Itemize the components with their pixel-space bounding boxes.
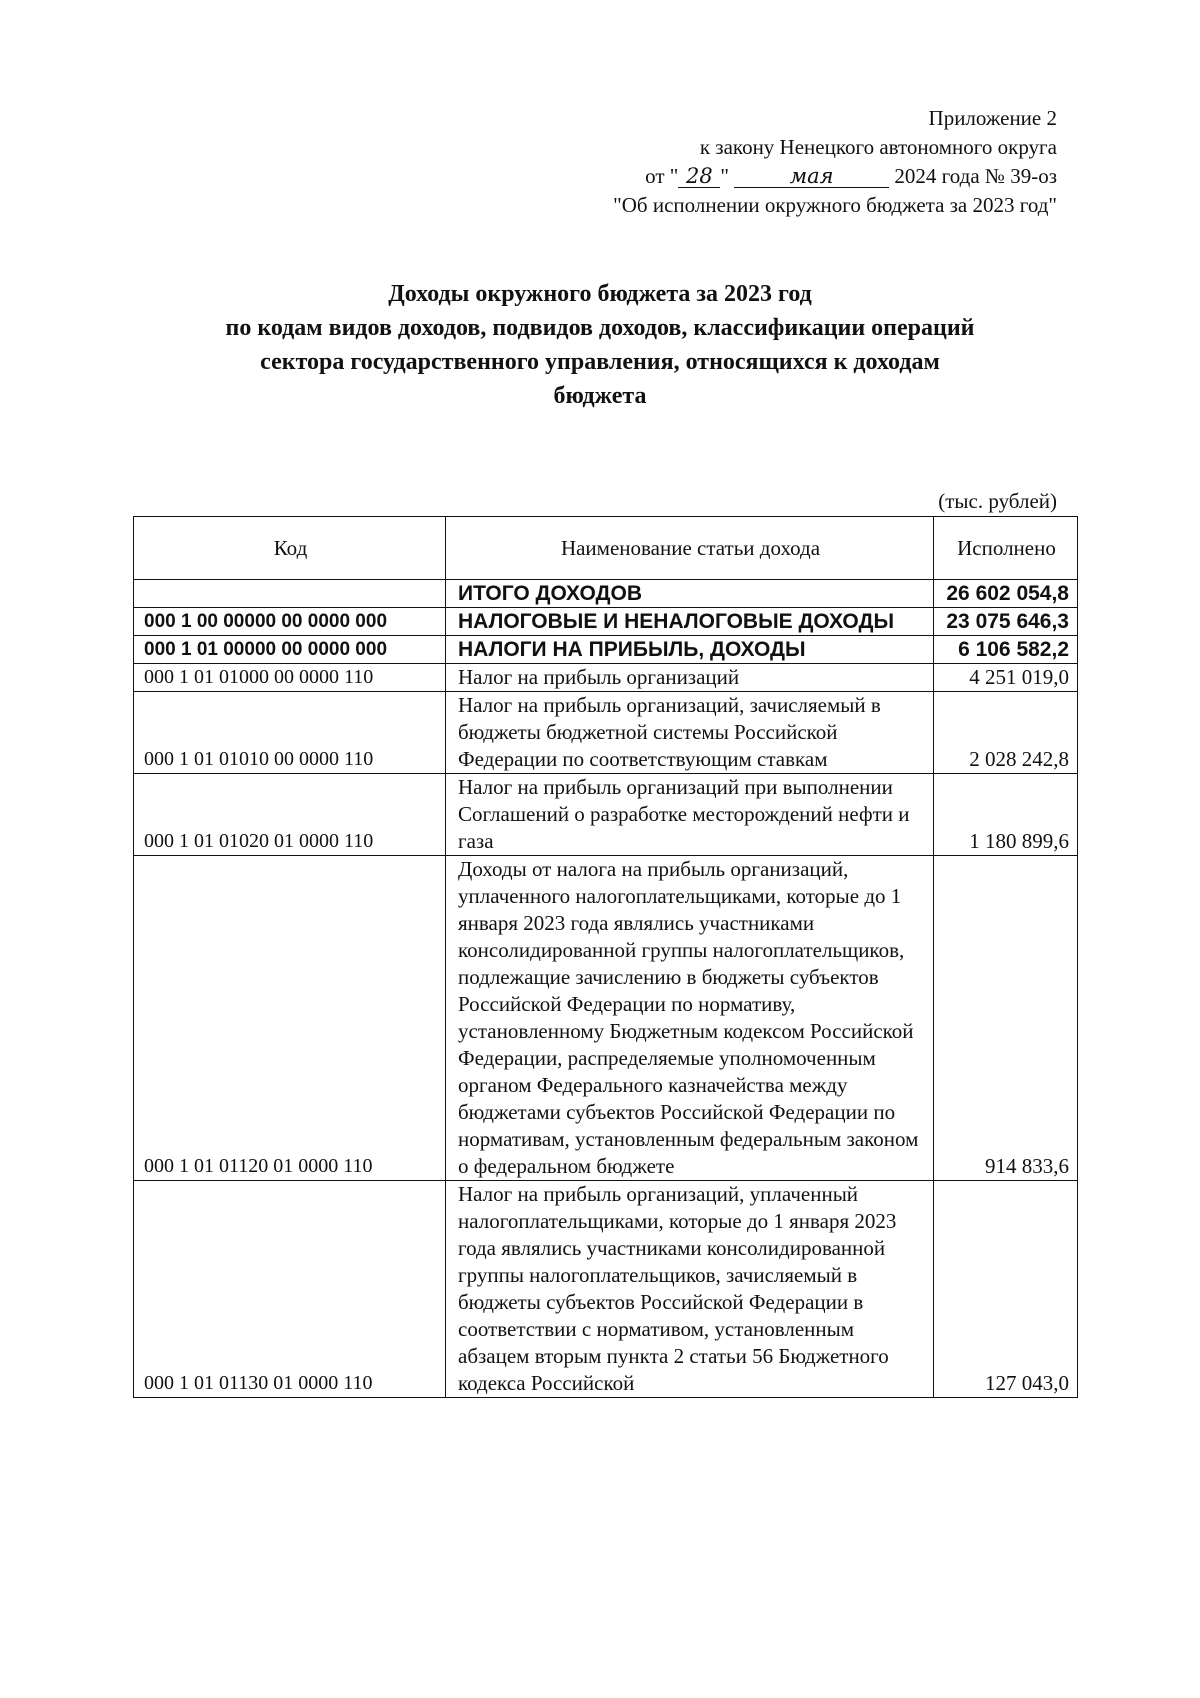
table-header-row (134, 517, 1078, 580)
row-name: Налог на прибыль организаций (446, 664, 934, 692)
appendix-header (613, 104, 1057, 220)
row-name: НАЛОГИ НА ПРИБЫЛЬ, ДОХОДЫ (446, 636, 934, 664)
row-code: 000 1 01 01010 00 0000 110 (134, 692, 446, 774)
row-code: 000 1 01 00000 00 0000 000 (134, 636, 446, 664)
row-code: 000 1 01 01020 01 0000 110 (134, 774, 446, 856)
row-code (134, 580, 446, 608)
row-name: Налог на прибыль организаций, зачисляемый в бюджеты бюджетной системы Российской Федерации по соответствующим ставкам (446, 692, 934, 774)
row-value: 1 180 899,6 (934, 774, 1078, 856)
row-value: 914 833,6 (934, 856, 1078, 1181)
row-value: 2 028 242,8 (934, 692, 1078, 774)
table-row (134, 856, 1078, 1181)
handwritten-day: 28 (678, 165, 720, 188)
row-code: 000 1 01 01130 01 0000 110 (134, 1181, 446, 1398)
date-suffix: 2024 года № 39-оз (894, 164, 1057, 188)
table-row (134, 692, 1078, 774)
row-value: 127 043,0 (934, 1181, 1078, 1398)
column-header-name: Наименование статьи дохода (446, 517, 934, 580)
law-date-line (613, 162, 1057, 191)
table-body (134, 580, 1078, 1398)
law-reference: к закону Ненецкого автономного округа (699, 135, 1057, 159)
date-mid: " (720, 164, 729, 188)
row-value: 4 251 019,0 (934, 664, 1078, 692)
row-value: 6 106 582,2 (934, 636, 1078, 664)
title-line-3: сектора государственного управления, относящихся к доходам (260, 349, 940, 375)
table-row (134, 608, 1078, 636)
units-label: (тыс. рублей) (938, 489, 1057, 513)
table-row (134, 774, 1078, 856)
column-header-code: Код (134, 517, 446, 580)
column-header-value: Исполнено (934, 517, 1078, 580)
title-line-2: по кодам видов доходов, подвидов доходов, классификации операций (225, 315, 975, 341)
revenue-table (133, 516, 1078, 1398)
appendix-number: Приложение 2 (928, 106, 1057, 130)
row-code: 000 1 01 01120 01 0000 110 (134, 856, 446, 1181)
document-title (120, 277, 1080, 413)
row-name: НАЛОГОВЫЕ И НЕНАЛОГОВЫЕ ДОХОДЫ (446, 608, 934, 636)
law-title: "Об исполнении окружного бюджета за 2023 год" (613, 193, 1057, 217)
row-code: 000 1 00 00000 00 0000 000 (134, 608, 446, 636)
table-row (134, 580, 1078, 608)
row-name: Доходы от налога на прибыль организаций, уплаченного налогоплательщиками, которые до 1 января 2023 года являлись участниками консолидированной группы налогоплательщиков, подлежащие зачислению в бюджеты субъектов Российской Федерации по нормативу, установленному Бюджетным кодексом Российской Федерации, распределяемые уполномоченным органом Федерального казначейства между бюджетами субъектов Российской Федерации по нормативам, установленным федеральным законом о федеральном бюджете (446, 856, 934, 1181)
title-line-1: Доходы окружного бюджета за 2023 год (388, 281, 812, 307)
table-row (134, 1181, 1078, 1398)
table-row (134, 664, 1078, 692)
handwritten-month: мая (734, 165, 889, 188)
row-value: 23 075 646,3 (934, 608, 1078, 636)
row-name: Налог на прибыль организаций при выполнении Соглашений о разработке месторождений нефти и газа (446, 774, 934, 856)
date-prefix: от " (645, 164, 679, 188)
table-row (134, 636, 1078, 664)
row-code: 000 1 01 01000 00 0000 110 (134, 664, 446, 692)
row-name: Налог на прибыль организаций, уплаченный налогоплательщиками, которые до 1 января 2023 года являлись участниками консолидированной группы налогоплательщиков, зачисляемый в бюджеты субъектов Российской Федерации в соответствии с нормативом, установленным абзацем вторым пункта 2 статьи 56 Бюджетного кодекса Российской (446, 1181, 934, 1398)
title-line-4: бюджета (553, 383, 647, 409)
row-name: ИТОГО ДОХОДОВ (446, 580, 934, 608)
row-value: 26 602 054,8 (934, 580, 1078, 608)
